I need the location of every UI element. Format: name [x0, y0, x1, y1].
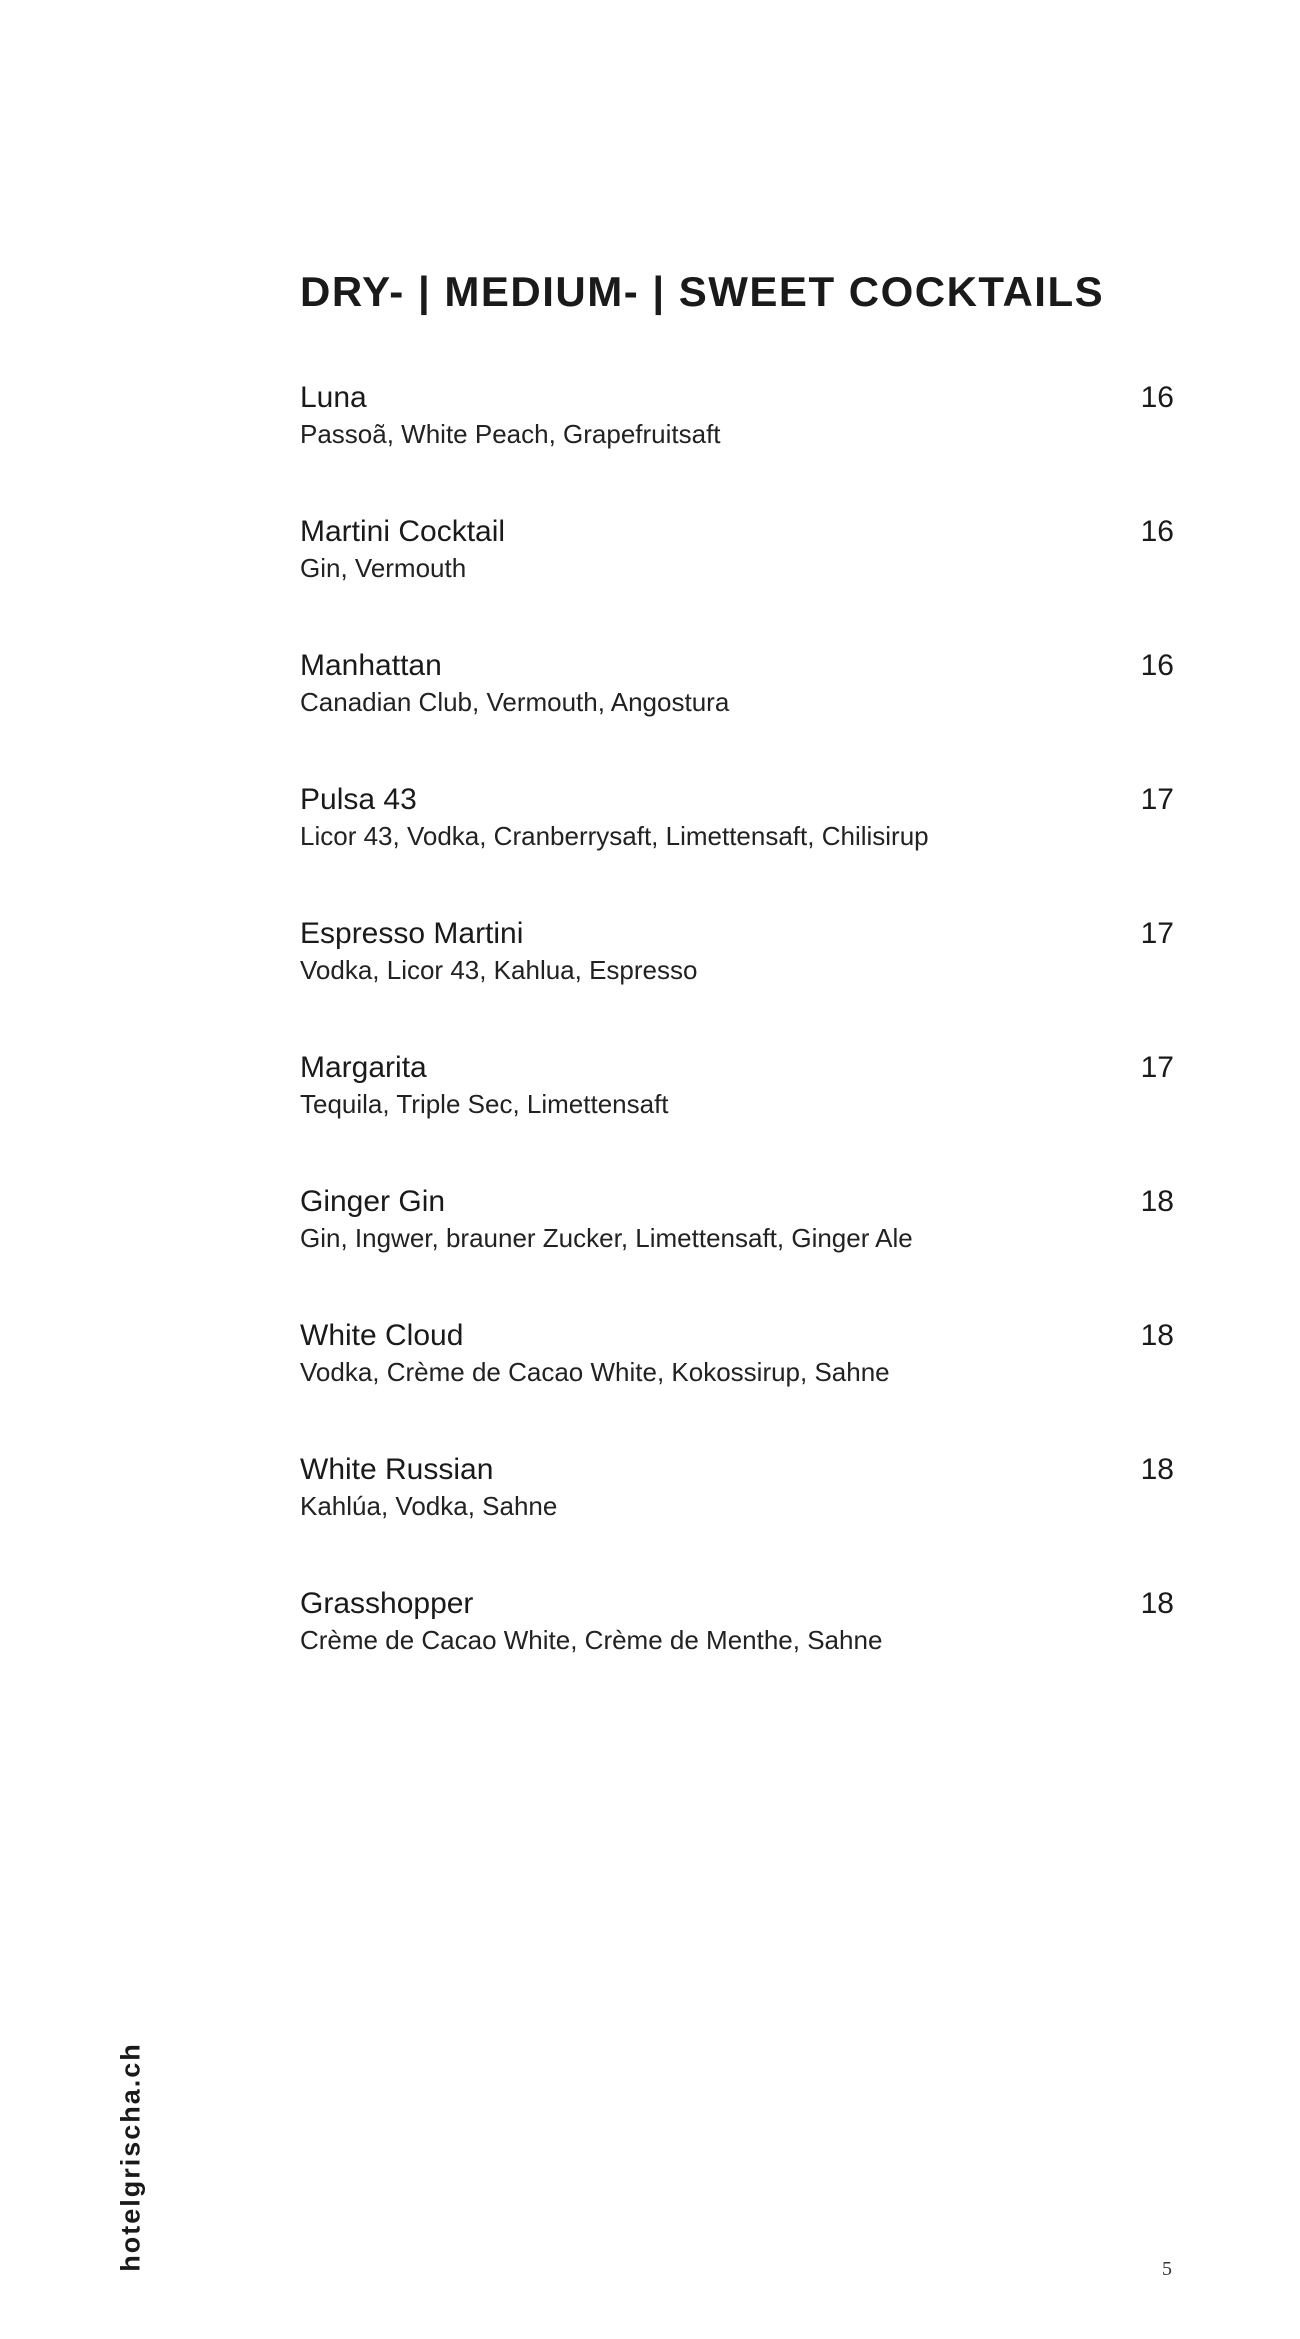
item-price: 17 — [1140, 1051, 1174, 1084]
menu-item — [300, 1050, 1174, 1184]
item-description: Tequila, Triple Sec, Limettensaft — [300, 1089, 669, 1119]
item-description: Vodka, Licor 43, Kahlua, Espresso — [300, 955, 698, 985]
menu-item — [300, 1318, 1174, 1452]
menu-item — [300, 1586, 1174, 1720]
item-name: White Russian — [300, 1453, 494, 1486]
item-name: Martini Cocktail — [300, 515, 506, 548]
website-label: hotelgrischa.ch — [115, 2042, 146, 2272]
item-description: Gin, Vermouth — [300, 553, 467, 583]
menu-item — [300, 916, 1174, 1050]
menu-item — [300, 380, 1174, 514]
menu-item — [300, 648, 1174, 782]
item-price: 16 — [1140, 515, 1174, 548]
item-price: 16 — [1140, 649, 1174, 682]
item-price: 17 — [1140, 783, 1174, 816]
item-name: Manhattan — [300, 649, 442, 682]
cocktail-menu — [300, 380, 1174, 1720]
item-price: 16 — [1140, 381, 1174, 414]
item-description: Gin, Ingwer, brauner Zucker, Limettensaft, Ginger Ale — [300, 1223, 913, 1253]
item-description: Passoã, White Peach, Grapefruitsaft — [300, 419, 721, 449]
menu-item — [300, 514, 1174, 648]
menu-item — [300, 1184, 1174, 1318]
item-price: 18 — [1140, 1185, 1174, 1218]
item-price: 18 — [1140, 1319, 1174, 1352]
page-title: DRY- | MEDIUM- | SWEET COCKTAILS — [300, 268, 1105, 315]
item-price: 18 — [1140, 1587, 1174, 1620]
item-name: Pulsa 43 — [300, 783, 417, 816]
menu-item — [300, 1452, 1174, 1586]
item-name: White Cloud — [300, 1319, 464, 1352]
item-price: 18 — [1140, 1453, 1174, 1486]
item-description: Vodka, Crème de Cacao White, Kokossirup, Sahne — [300, 1357, 890, 1387]
item-name: Espresso Martini — [300, 917, 524, 950]
item-name: Ginger Gin — [300, 1185, 446, 1218]
item-description: Crème de Cacao White, Crème de Menthe, Sahne — [300, 1625, 883, 1655]
item-description: Licor 43, Vodka, Cranberrysaft, Limettensaft, Chilisirup — [300, 821, 929, 851]
page-number: 5 — [1162, 2258, 1172, 2280]
item-name: Margarita — [300, 1051, 427, 1084]
item-name: Grasshopper — [300, 1587, 474, 1620]
item-description: Kahlúa, Vodka, Sahne — [300, 1491, 558, 1521]
item-price: 17 — [1140, 917, 1174, 950]
item-description: Canadian Club, Vermouth, Angostura — [300, 687, 730, 717]
item-name: Luna — [300, 381, 367, 414]
menu-item — [300, 782, 1174, 916]
